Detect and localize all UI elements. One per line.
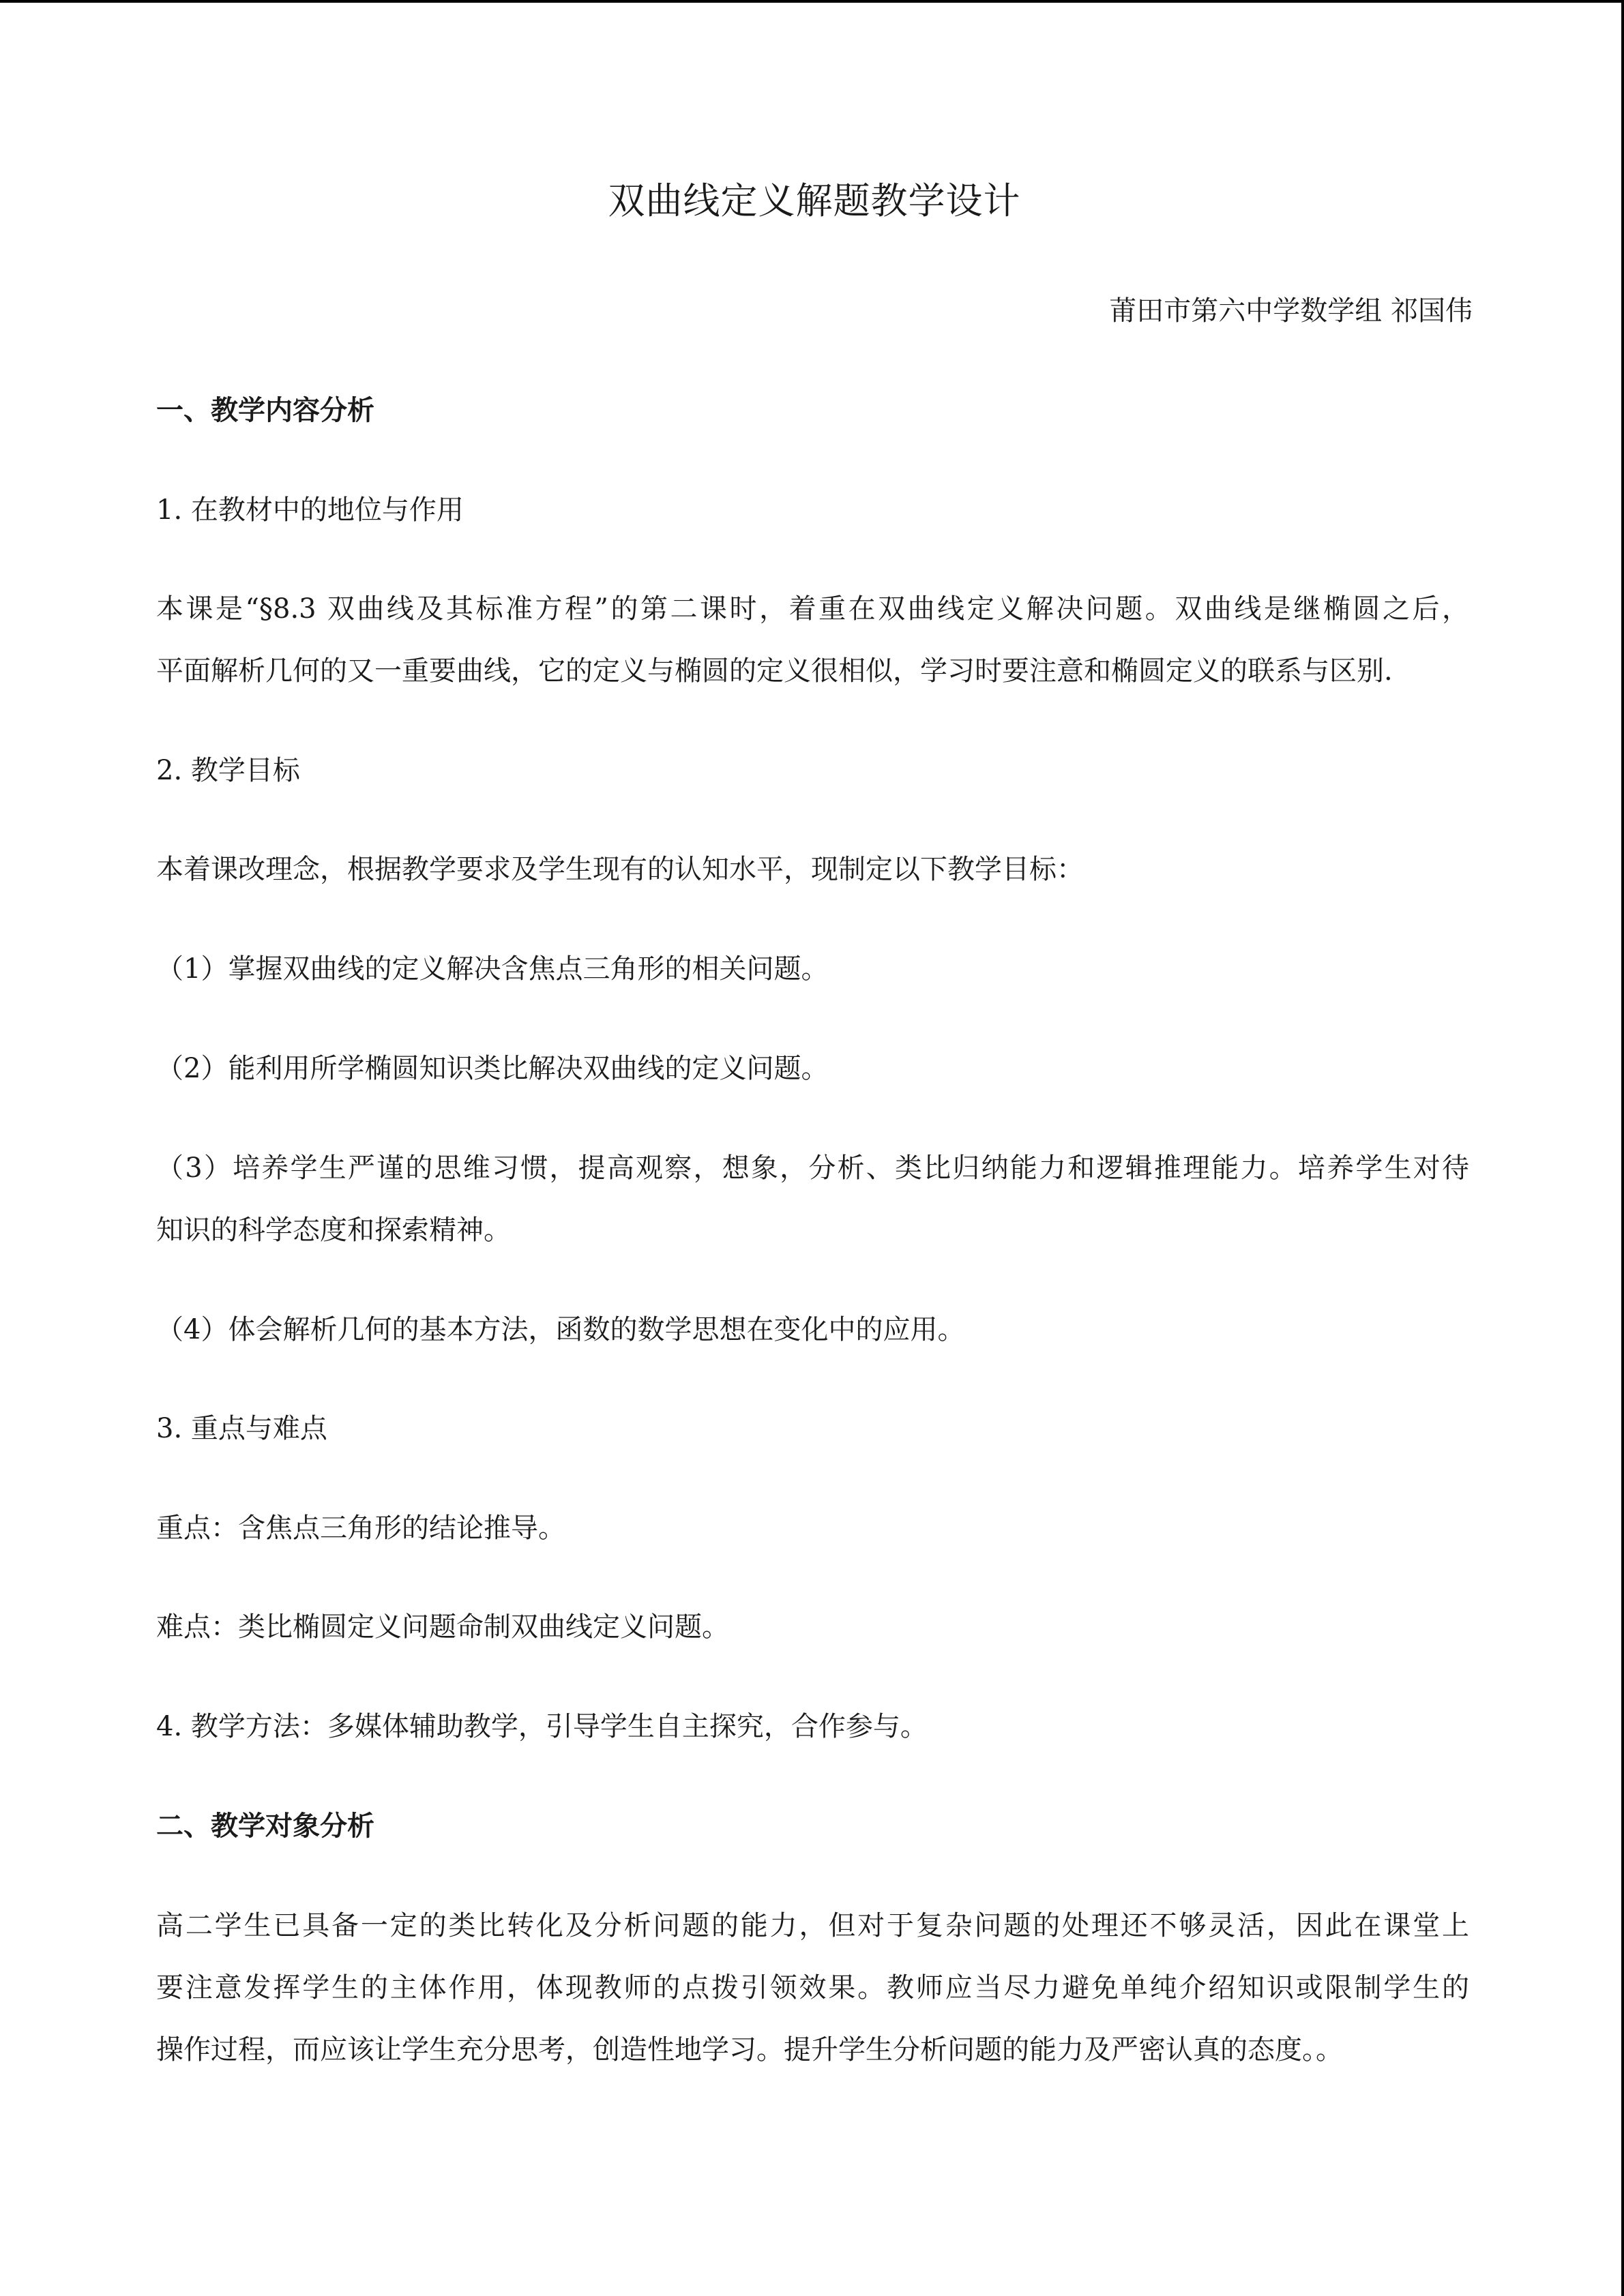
author-line: 莆田市第六中学数学组 祁国伟 — [1109, 295, 1473, 327]
page-right-border — [1621, 0, 1624, 2296]
sub1-heading: 1. 在教材中的地位与作用 — [156, 494, 464, 526]
sub1-paragraph-line: 平面解析几何的又一重要曲线，它的定义与椭圆的定义很相似，学习时要注意和椭圆定义的联系与区别. — [156, 655, 1393, 687]
goal-item: （4）体会解析几何的基本方法，函数的数学思想在变化中的应用。 — [156, 1314, 965, 1345]
sub1-paragraph-line: 本课是“§8.3 双曲线及其标准方程”的第二课时，着重在双曲线定义解决问题。双曲线是继椭圆之后， — [156, 593, 1469, 625]
section1-heading: 一、教学内容分析 — [156, 395, 374, 426]
page-top-border — [0, 0, 1624, 3]
goal-item: （1）掌握双曲线的定义解决含焦点三角形的相关问题。 — [156, 953, 829, 985]
section2-heading: 二、教学对象分析 — [156, 1810, 374, 1842]
goals-intro: 本着课改理念，根据教学要求及学生现有的认知水平，现制定以下教学目标： — [156, 854, 1084, 885]
sub3-heading: 3. 重点与难点 — [156, 1413, 327, 1444]
goal-item: （3）培养学生严谨的思维习惯，提高观察，想象，分析、类比归纳能力和逻辑推理能力。培养学生对待 — [156, 1152, 1469, 1184]
sub2-heading: 2. 教学目标 — [156, 755, 300, 786]
section2-paragraph-line: 操作过程，而应该让学生充分思考，创造性地学习。提升学生分析问题的能力及严密认真的态度。。 — [156, 2034, 1343, 2066]
goal-item: （2）能利用所学椭圆知识类比解决双曲线的定义问题。 — [156, 1053, 829, 1084]
difficulty-point: 难点：类比椭圆定义问题命制双曲线定义问题。 — [156, 1611, 729, 1643]
document-title: 双曲线定义解题教学设计 — [608, 179, 1021, 222]
section2-paragraph-line: 高二学生已具备一定的类比转化及分析问题的能力，但对于复杂问题的处理还不够灵活，因此在课堂上 — [156, 1910, 1469, 1941]
sub4-heading: 4. 教学方法：多媒体辅助教学，引导学生自主探究，合作参与。 — [156, 1711, 928, 1742]
goal-item-continued: 知识的科学态度和探索精神。 — [156, 1214, 511, 1246]
key-point: 重点：含焦点三角形的结论推导。 — [156, 1512, 565, 1544]
section2-paragraph-line: 要注意发挥学生的主体作用，体现教师的点拨引领效果。教师应当尽力避免单纯介绍知识或限制学生的 — [156, 1972, 1469, 2003]
